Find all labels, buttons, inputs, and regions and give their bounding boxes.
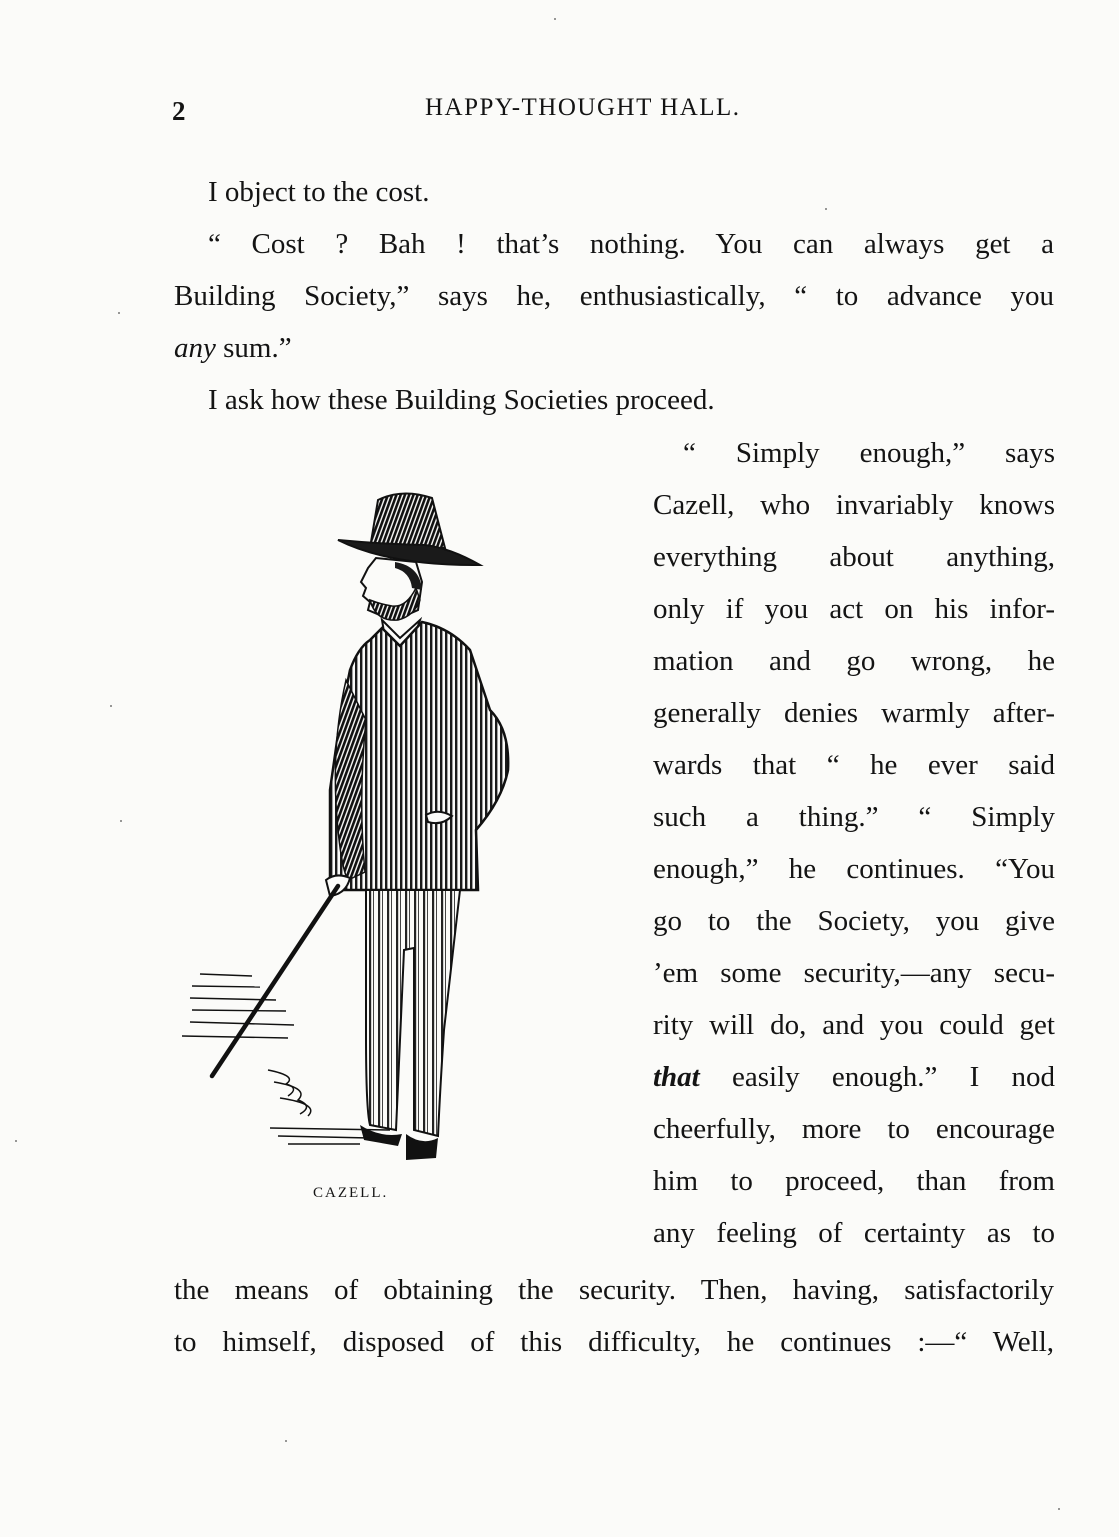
paper-speck: [110, 705, 112, 707]
paper-speck: [120, 820, 122, 822]
narrow-line: him to proceed, than from: [653, 1165, 1055, 1197]
narrow-line: cheerfully, more to encourage: [653, 1113, 1055, 1145]
paper-speck: [285, 1440, 287, 1442]
narrow-line: everything about anything,: [653, 541, 1055, 573]
paper-speck: [825, 208, 827, 210]
trousers: [366, 890, 460, 1136]
cazell-illustration: [170, 470, 530, 1170]
wrapped-text-column: [653, 427, 1055, 1259]
paper-speck: [554, 18, 556, 20]
narrow-line: wards that “ he ever said: [653, 749, 1055, 781]
paragraph-2: [174, 218, 1054, 270]
narrow-line: Cazell, who invariably knows: [653, 489, 1055, 521]
italic-any: any: [174, 332, 216, 364]
italic-that: that: [653, 1061, 700, 1093]
full-line-b: to himself, disposed of this difficulty, he continues :—“ Well,: [174, 1326, 1054, 1358]
paragraph-2-line-1: “ Cost ? Bah ! that’s nothing. You can always get a: [208, 228, 1054, 260]
hat-crown: [370, 493, 445, 548]
paper-speck: [1058, 1508, 1060, 1510]
narrow-line: go to the Society, you give: [653, 905, 1055, 937]
narrow-line: enough,” he continues. “You: [653, 853, 1055, 885]
running-head: HAPPY-THOUGHT HALL.: [425, 94, 741, 121]
page-number: 2: [172, 96, 186, 126]
paragraph-3: I ask how these Building Societies proceed.: [208, 384, 715, 416]
paper-speck: [15, 1140, 17, 1142]
narrow-line: mation and go wrong, he: [653, 645, 1055, 677]
paragraph-2-line-3-rest: sum.”: [215, 332, 292, 364]
narrow-line: ’em some security,—any secu-: [653, 957, 1055, 989]
paragraph-1: I object to the cost.: [208, 176, 430, 208]
narrow-line: any feeling of certainty as to: [653, 1217, 1055, 1249]
narrow-line: generally denies warmly after-: [653, 697, 1055, 729]
motion-lines: [182, 974, 294, 1038]
narrow-line: “ Simply enough,” says: [683, 437, 1055, 469]
narrow-line: [653, 1051, 1055, 1103]
paper-speck: [118, 312, 120, 314]
narrow-line: such a thing.” “ Simply: [653, 801, 1055, 833]
narrow-line: only if you act on his infor-: [653, 593, 1055, 625]
illustration-caption: CAZELL.: [313, 1185, 389, 1201]
narrow-line-13-rest: easily enough.” I nod: [699, 1061, 1055, 1093]
narrow-line: rity will do, and you could get: [653, 1009, 1055, 1041]
paragraph-2-line-3: [174, 322, 1054, 374]
paragraph-2-line-2: Building Society,” says he, enthusiastically, “ to advance you: [174, 280, 1054, 312]
full-line-a: the means of obtaining the security. Then, having, satisfactorily: [174, 1274, 1054, 1306]
cane: [212, 886, 338, 1076]
